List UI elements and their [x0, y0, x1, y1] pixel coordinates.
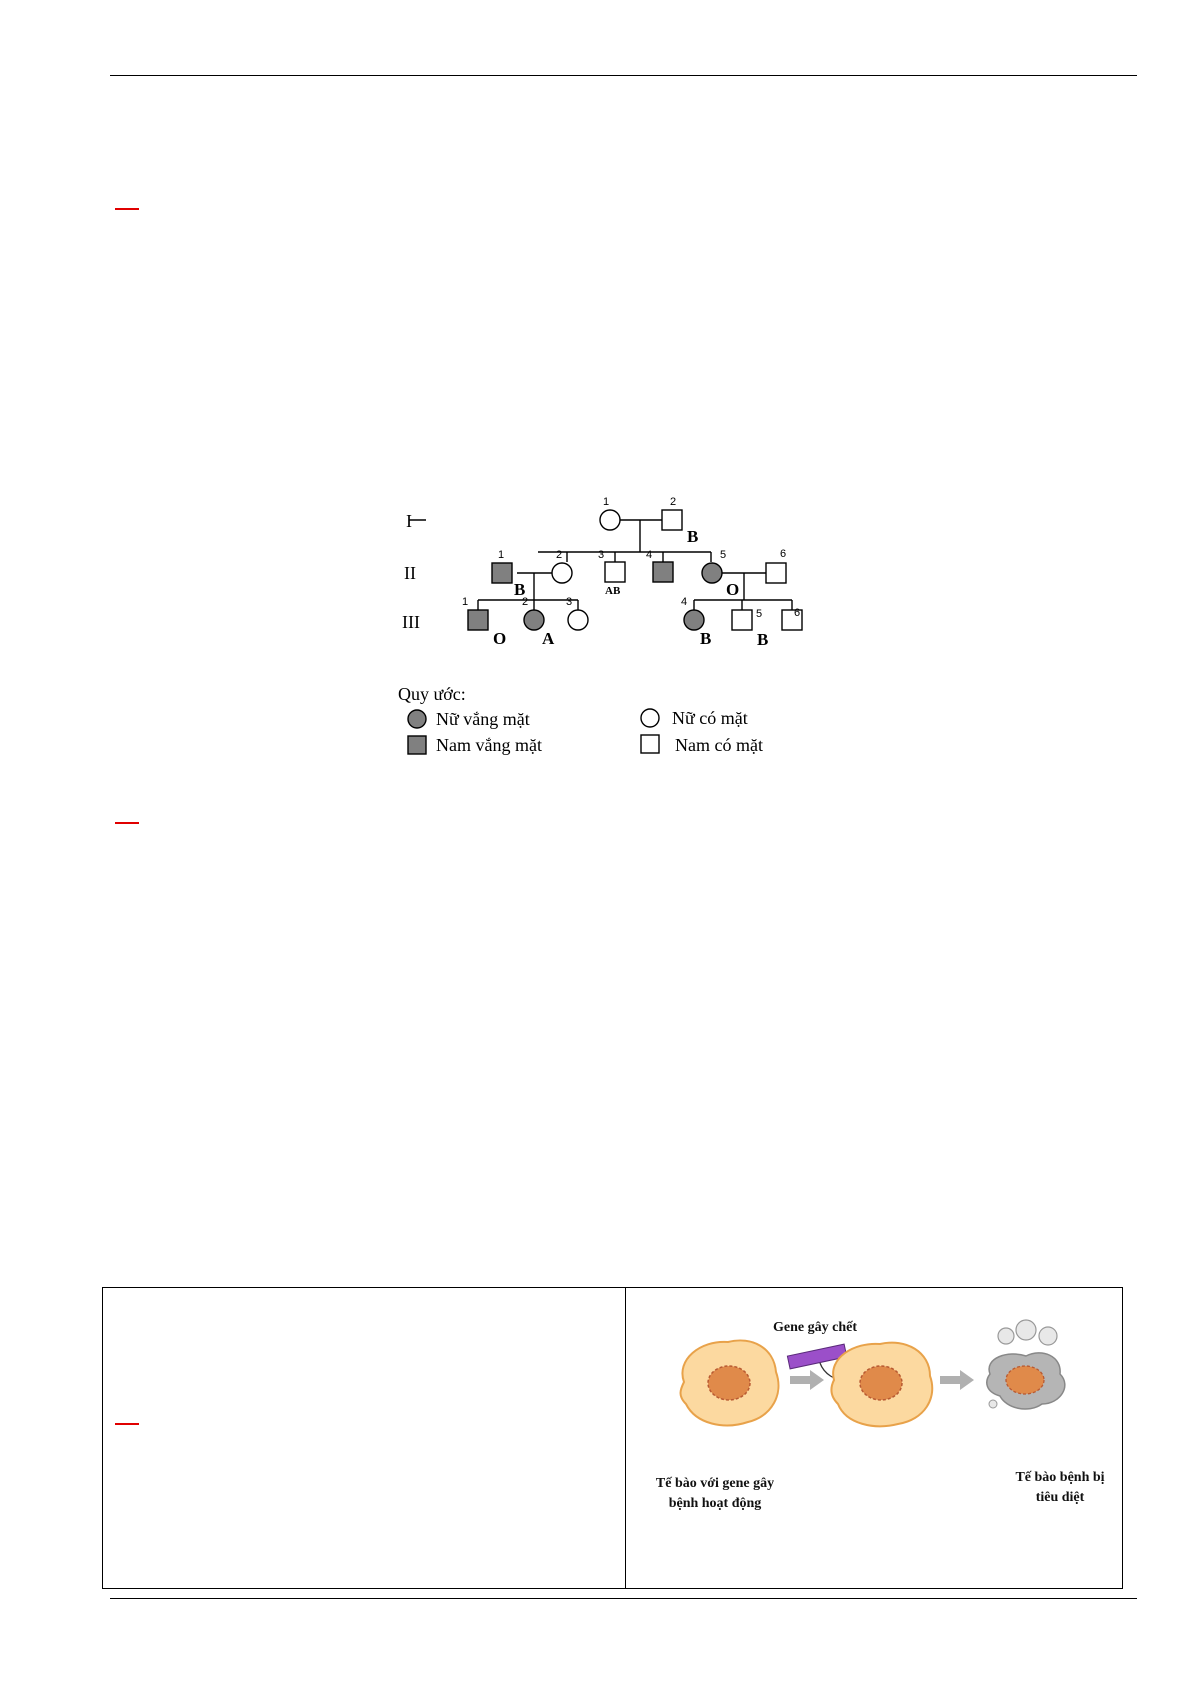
- num-II4: 4: [646, 549, 653, 561]
- legend-female-present-label: Nữ có mặt: [672, 708, 748, 728]
- bottom-table-divider: [625, 1287, 626, 1589]
- bloodtype-II1: B: [514, 580, 526, 599]
- num-III1: 1: [462, 596, 469, 608]
- pedigree-I2-unaffected-male: [662, 510, 682, 530]
- apoptotic-bubble-2: [1016, 1320, 1036, 1340]
- right-cell-caption-line1: Tế bào bệnh bị: [1015, 1470, 1105, 1485]
- cell-2-nucleus: [860, 1366, 902, 1400]
- num-I2: 2: [670, 496, 677, 508]
- num-II2: 2: [556, 549, 563, 561]
- generation-label-II: II: [404, 563, 416, 583]
- legend-male-absent-symbol: [408, 736, 426, 754]
- dead-cell-nucleus: [1006, 1366, 1044, 1394]
- legend-female-absent-label: Nữ vắng mặt: [436, 709, 530, 729]
- bloodtype-I2: B: [687, 527, 699, 546]
- pedigree-III4-affected-female: [684, 610, 704, 630]
- num-III2: 2: [522, 596, 529, 608]
- num-III6: 6: [794, 607, 801, 619]
- num-II6: 6: [780, 548, 787, 560]
- right-cell-caption-line2: tiêu diệt: [1035, 1490, 1085, 1505]
- bloodtype-II5: O: [726, 580, 740, 599]
- arrow-1-icon: [790, 1370, 824, 1390]
- pedigree-III5-unaffected-male: [732, 610, 752, 630]
- legend-female-present-symbol: [641, 709, 659, 727]
- pedigree-II6-unaffected-male: [766, 563, 786, 583]
- arrow-2-icon: [940, 1370, 974, 1390]
- apoptotic-bubble-3: [1039, 1327, 1057, 1345]
- pedigree-II2-unaffected-female: [552, 563, 572, 583]
- bloodtype-III5: B: [757, 630, 769, 649]
- bloodtype-III1: O: [493, 629, 507, 648]
- legend-female-absent-symbol: [408, 710, 426, 728]
- pedigree-figure: [380, 490, 860, 765]
- pedigree-III2-affected-female: [524, 610, 544, 630]
- num-I1: 1: [603, 496, 610, 508]
- apoptotic-bubble-4: [989, 1400, 997, 1408]
- red-marker-1: [115, 208, 139, 210]
- legend-title: Quy ước:: [398, 684, 466, 704]
- pedigree-I1-unaffected-female: [600, 510, 620, 530]
- num-III4: 4: [681, 596, 688, 608]
- left-cell-caption-line2: bệnh hoạt động: [668, 1496, 762, 1511]
- legend-male-present-label: Nam có mặt: [675, 735, 763, 755]
- pedigree-II1-affected-male: [492, 563, 512, 583]
- pedigree-II3-unaffected-male: [605, 562, 625, 582]
- legend-male-present-symbol: [641, 735, 659, 753]
- pedigree-III1-affected-male: [468, 610, 488, 630]
- footer-rule: [110, 1598, 1137, 1599]
- num-III3: 3: [566, 596, 573, 608]
- legend-male-absent-label: Nam vắng mặt: [436, 735, 542, 755]
- num-II5: 5: [720, 549, 727, 561]
- bloodtype-III4: B: [700, 629, 712, 648]
- num-III5: 5: [756, 608, 763, 620]
- generation-label-I: I: [406, 511, 412, 531]
- header-rule: [110, 75, 1137, 76]
- cell-1-nucleus: [708, 1366, 750, 1400]
- red-marker-2: [115, 822, 139, 824]
- generation-label-III: III: [402, 612, 420, 632]
- apoptotic-bubble-1: [998, 1328, 1014, 1344]
- pedigree-II4-affected-male: [653, 562, 673, 582]
- bloodtype-III2: A: [542, 629, 555, 648]
- num-II1: 1: [498, 549, 505, 561]
- bloodtype-II3: AB: [605, 585, 621, 597]
- pedigree-III3-unaffected-female: [568, 610, 588, 630]
- pedigree-II5-affected-female: [702, 563, 722, 583]
- num-II3: 3: [598, 549, 605, 561]
- lethal-gene-title: Gene gây chết: [773, 1320, 857, 1335]
- left-cell-caption-line1: Tế bào với gene gây: [655, 1476, 775, 1491]
